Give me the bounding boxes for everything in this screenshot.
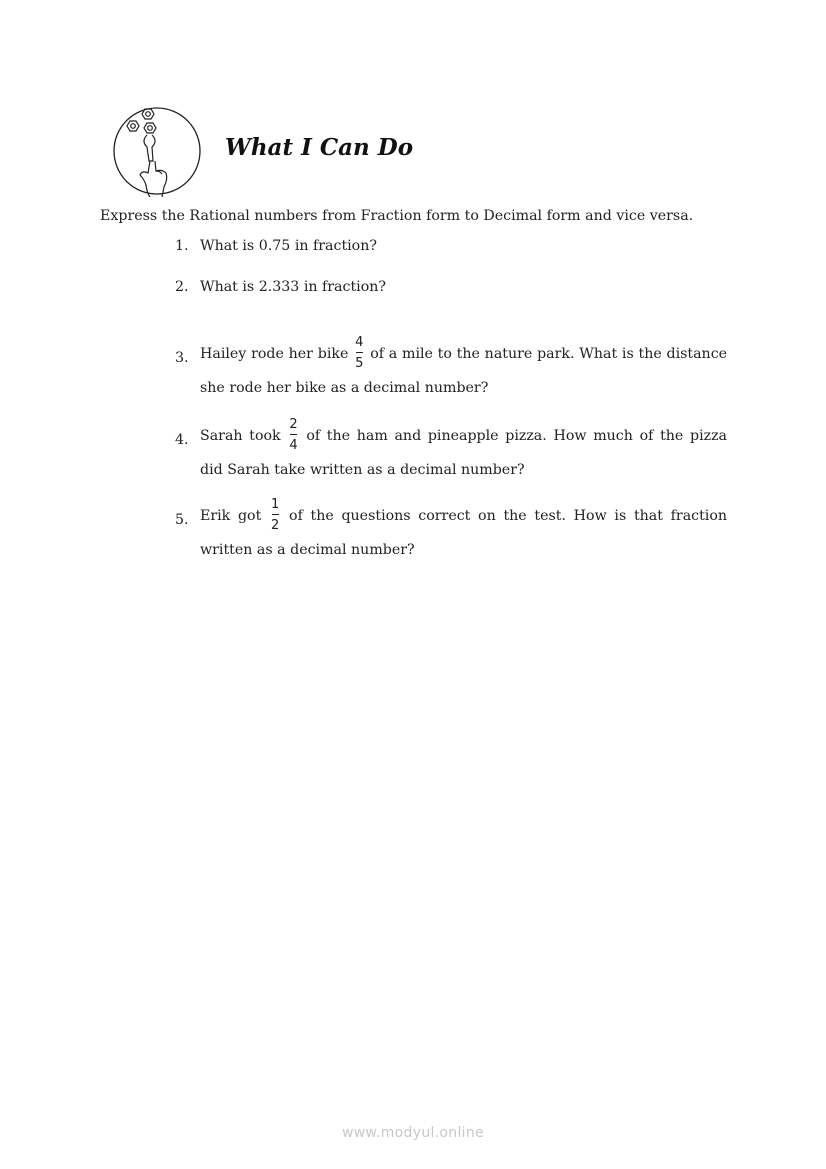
question-number: 4. [175,432,189,448]
question-line-1 [200,418,727,454]
question-text: What is 0.75 in fraction? [200,238,377,254]
question-text: What is 2.333 in fraction? [200,279,386,295]
denominator: 4 [289,438,298,453]
numerator: 4 [355,335,364,350]
numerator: 1 [271,497,280,512]
question-number: 3. [175,350,189,366]
question-line-1 [200,498,727,534]
numerator: 2 [289,417,298,432]
question-text: Sarah took [200,428,281,444]
question-number: 2. [175,279,189,295]
wrench-hand-icon [112,105,202,197]
question-line-2: written as a decimal number? [200,542,415,558]
denominator: 5 [355,356,364,371]
question-text: of a mile to the nature park. What is the distance [370,346,728,362]
fraction [289,417,297,453]
question-line-2: did Sarah take written as a decimal number? [200,462,525,478]
denominator: 2 [271,518,280,533]
question-number: 1. [175,238,189,254]
page-title: What I Can Do [225,134,414,161]
question-number: 5. [175,512,189,528]
question-text: Erik got [200,508,262,524]
instruction-text: Express the Rational numbers from Fraction form to Decimal form and vice versa. [100,208,694,224]
question-line-1 [200,336,727,372]
watermark: www.modyul.online [342,1125,484,1141]
question-text: of the ham and pineapple pizza. How much of the pizza [306,428,728,444]
question-text: Hailey rode her bike [200,346,349,362]
question-line-2: she rode her bike as a decimal number? [200,380,489,396]
question-text: of the questions correct on the test. How is that fraction [289,508,728,524]
fraction [355,335,363,371]
fraction [271,497,279,533]
